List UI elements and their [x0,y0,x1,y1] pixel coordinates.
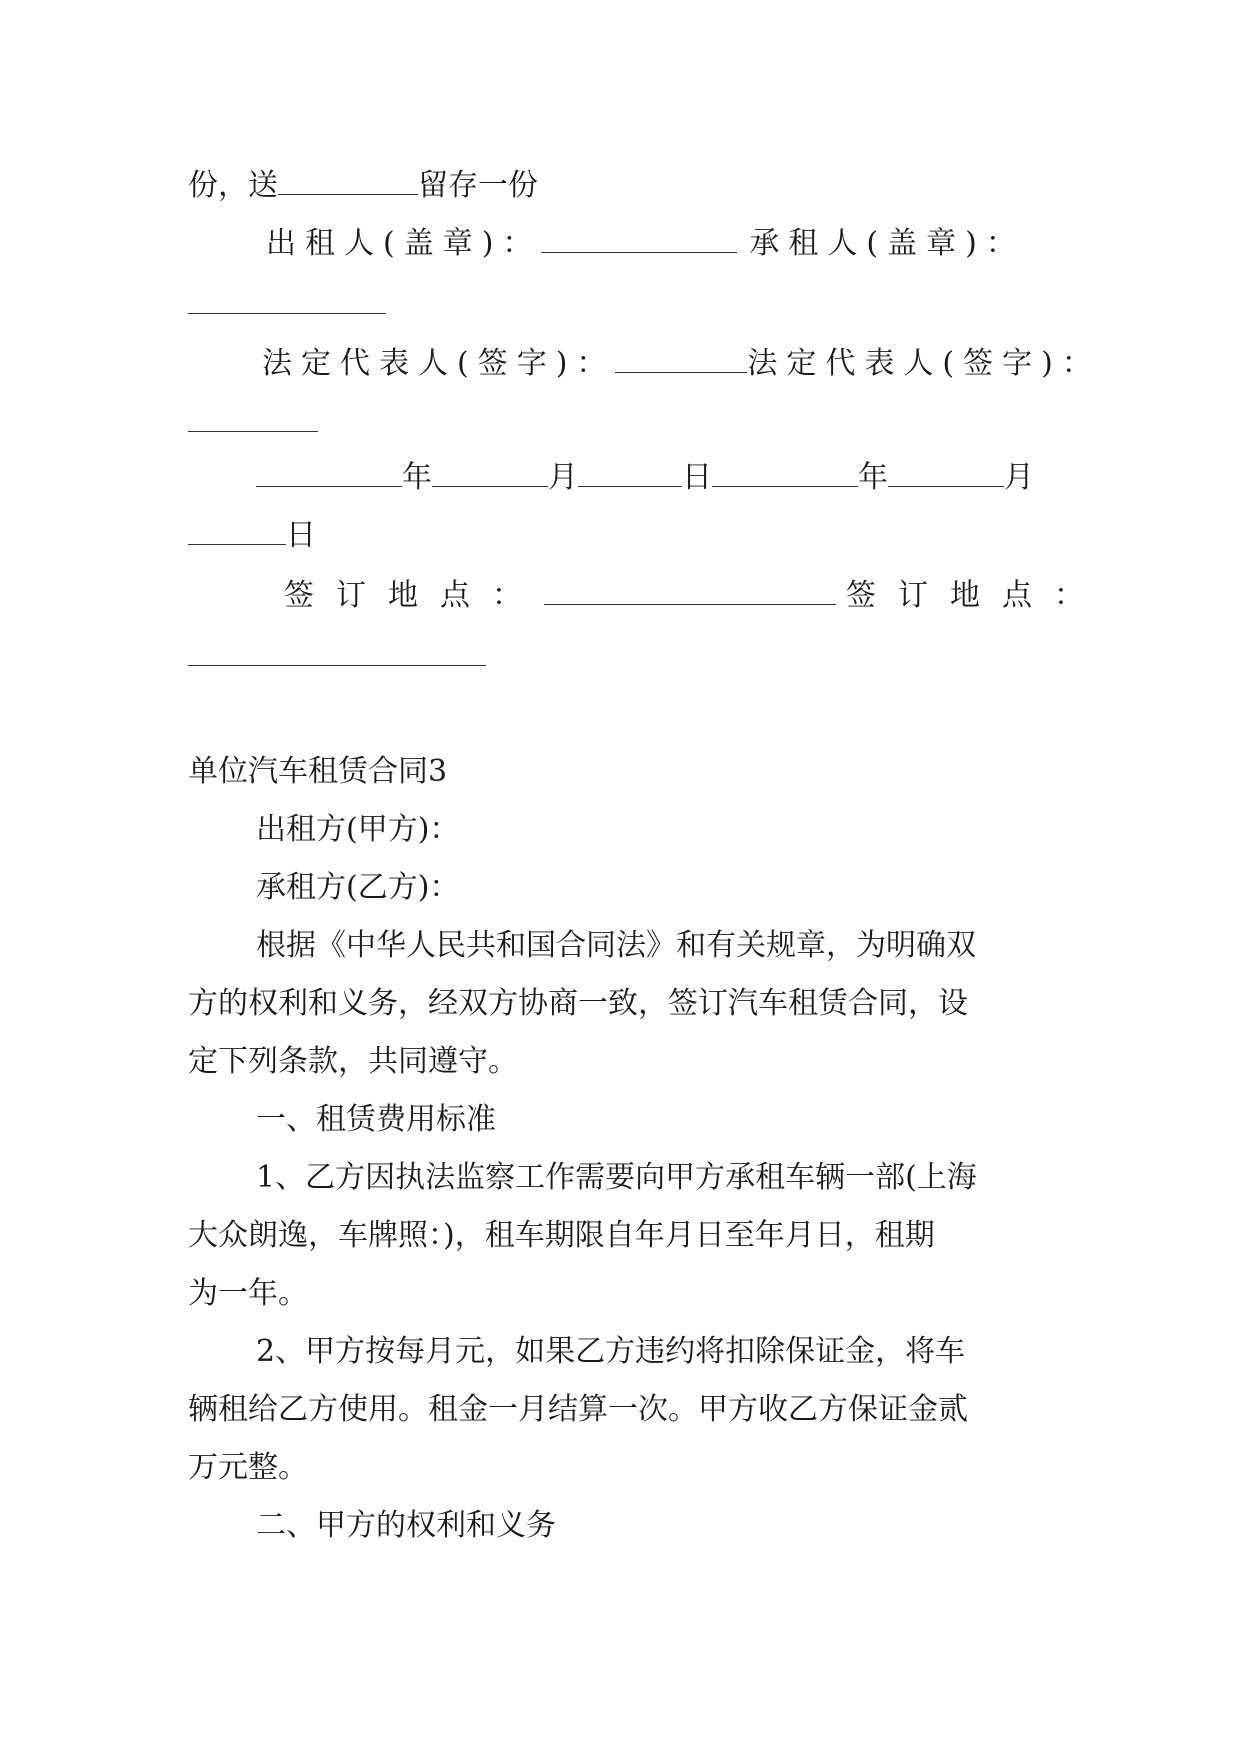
preamble-line-1: 根据《中华人民共和国合同法》和有关规章，为明确双 [256,928,976,963]
day-blank-1 [578,462,682,487]
day-label-2: 日 [286,518,316,553]
year-label-2: 年 [858,460,888,495]
date-line [256,458,1034,498]
year-blank-1 [256,462,402,487]
contract-title: 单位汽车租赁合同3 [188,754,448,789]
rep-sign-lessor-label: 法定代表人(签字)： [262,346,616,381]
item-2-line-2: 辆租给乙方使用。租金一月结算一次。甲方收乙方保证金贰 [188,1392,968,1427]
item-2-line-1: 2、甲方按每月元，如果乙方违约将扣除保证金，将车 [256,1334,966,1369]
month-label-1: 月 [548,460,578,495]
lessee-seal-label: 承租人(盖章)： [749,226,1025,261]
recipient-blank [278,170,418,195]
place-line [284,576,1106,616]
place-lessor-blank [544,580,836,605]
copies-line [188,166,538,206]
year-blank-2 [712,462,858,487]
month-blank-2 [888,462,1004,487]
date-line-cont [188,516,316,556]
day-label-1: 日 [682,460,712,495]
preamble-line-3: 定下列条款，共同遵守。 [188,1044,518,1079]
place-lessee-blank [188,664,486,666]
lessor-seal-blank [541,228,737,253]
copies-suffix: 留存一份 [418,168,538,203]
seal-line [266,224,1025,264]
preamble-line-2: 方的权利和义务，经双方协商一致，签订汽车租赁合同，设 [188,986,968,1021]
section-2-heading: 二、甲方的权利和义务 [256,1508,556,1543]
rep-sign-lessee-blank [188,430,318,432]
place-lessee-label: 签订地点： [846,578,1106,613]
item-2-line-3: 万元整。 [188,1450,308,1485]
month-blank-1 [432,462,548,487]
party-a-line: 出租方(甲方)： [256,812,460,847]
lessor-seal-label: 出租人(盖章)： [266,226,542,261]
item-1-line-2: 大众朗逸，车牌照：)，租车期限自年月日至年月日，租期 [188,1218,935,1253]
month-label-2: 月 [1004,460,1034,495]
place-lessor-label: 签订地点： [284,578,544,613]
copies-prefix: 份，送 [188,168,278,203]
year-label-1: 年 [402,460,432,495]
item-1-line-1: 1、乙方因执法监察工作需要向甲方承租车辆一部(上海 [256,1160,977,1195]
item-1-line-3: 为一年。 [188,1276,308,1311]
day-blank-2 [188,520,286,545]
lessee-seal-blank [188,312,386,314]
section-1-heading: 一、租赁费用标准 [256,1102,496,1137]
rep-sign-lessor-blank [615,348,747,373]
rep-sign-line [262,344,1101,384]
party-b-line: 承租方(乙方)： [256,870,460,905]
rep-sign-lessee-label: 法定代表人(签字)： [747,346,1101,381]
